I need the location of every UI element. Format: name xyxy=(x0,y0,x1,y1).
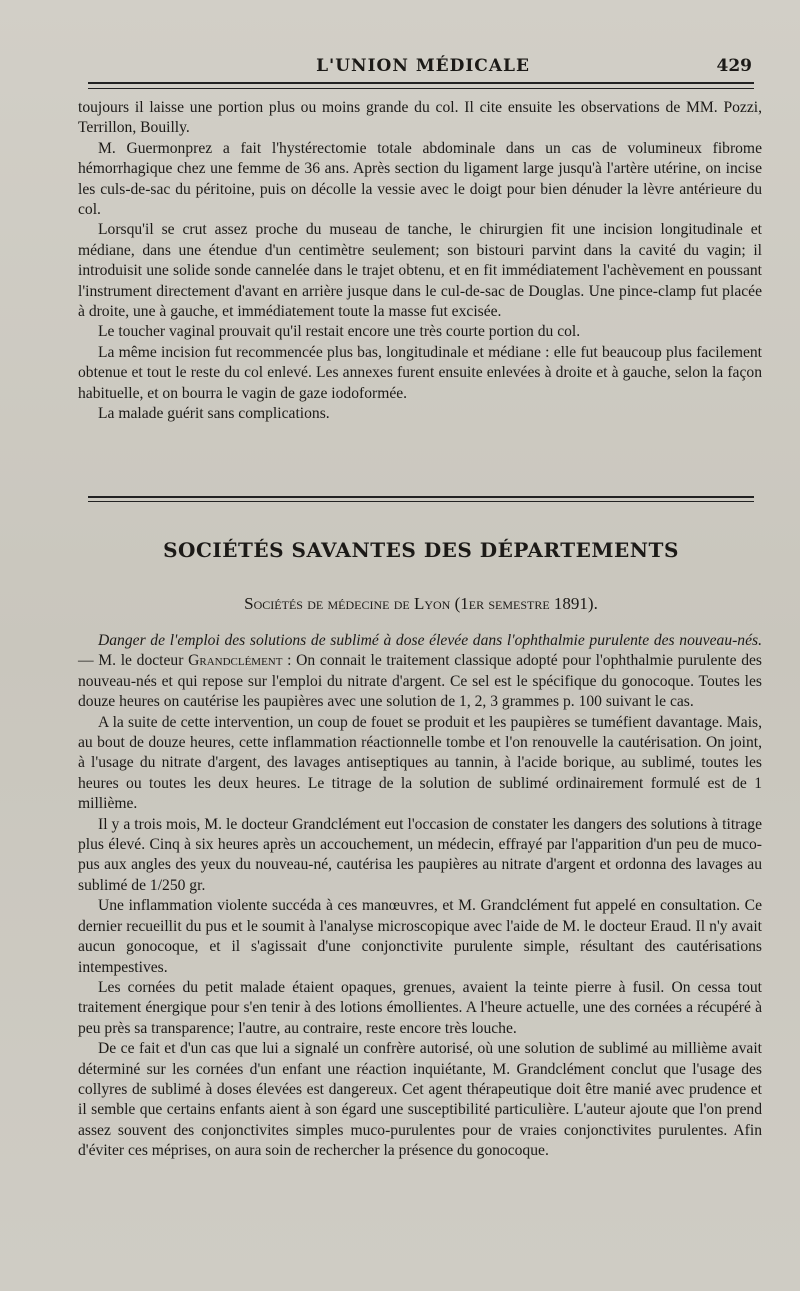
section-divider xyxy=(88,496,754,498)
header-rule xyxy=(88,82,754,84)
lead-separator: — M. le docteur xyxy=(78,652,189,670)
article-title: Danger de l'emploi des solutions de sublimé à dose élevée dans l'ophthalmie purulente des nouveau-nés. xyxy=(98,632,762,649)
header-rule-thin xyxy=(88,88,754,89)
section-subtitle: Sociétés de médecine de Lyon (1er semestre 1891). xyxy=(244,594,598,613)
paragraph: toujours il laisse une portion plus ou moins grande du col. Il cite ensuite les observations de MM. Pozzi, Terrillon, Bouilly. xyxy=(78,99,762,137)
page-header xyxy=(88,50,758,80)
paragraph: M. Guermonprez a fait l'hystérectomie totale abdominale dans un cas de volumineux fibrome hémorrhagique chez une femme de 36 ans. Après section du ligament large jusqu'à l'artère utérine, on incise les culs-de-sac du péritoine, puis on décolle la vessie avec le doigt pour bien dénuder la lèvre antérieure du col. xyxy=(78,139,762,219)
section-divider-thin xyxy=(88,501,754,502)
paragraph: Les cornées du petit malade étaient opaques, grenues, avaient la teinte pierre à fusil. On cessa tout traitement énergique pour s'en tenir à des lotions émollientes. A l'heure actuelle, une des cornées a récupéré à peu près sa transparence; l'autre, au contraire, reste encore très louche. xyxy=(78,978,762,1037)
paragraph: Une inflammation violente succéda à ces manœuvres, et M. Grandclément fut appelé en consultation. Ce dernier recueillit du pus et le soumit à l'analyse microscopique avec l'aide de M. le docteur Eraud. Il n'y avait aucun gonocoque, et il s'agissait d'une conjonctivite purulente simple, résultant des cautérisations intempestives. xyxy=(78,897,762,976)
paragraph: Il y a trois mois, M. le docteur Grandclément eut l'occasion de constater les dangers des solutions à titrage plus élevé. Cinq à six heures après un accouchement, un médecin, effrayé par l'apparition d'un peu de muco-pus aux angles des yeux du nouveau-né, cautérisa les paupières au nitrate d'argent et ordonna des lavages au sublimé de 1/250 gr. xyxy=(78,815,762,894)
paragraph: La même incision fut recommencée plus bas, longitudinale et médiane : elle fut beaucoup plus facilement obtenue et tout le reste du col enlevé. Les annexes furent ensuite enlevées à droite et à gauche, selon la façon habituelle, et on bourra le vagin de gaze iodoformée. xyxy=(78,343,762,402)
author-name: Grandclément xyxy=(188,652,283,670)
lead-text: : On connait le traitement classique adopté pour l'ophthalmie purulente des nouveau-nés et qui repose sur l'emploi du nitrate d'argent. Ce sel est le spécifique du gonocoque. Toutes les douze heures on cautérise les paupières avec une solution de 1, 2, 3 grammes p. 100 suivant le cas. xyxy=(78,652,762,711)
paragraph: Lorsqu'il se crut assez proche du museau de tanche, le chirurgien fit une incision longitudinale et médiane, dans une étendue d'un centimètre seulement; son bistouri parvint dans la cavité du vagin; il introduisit une solide sonde cannelée dans le trajet obtenu, et en fit immédiatement l'achèvement en poussant l'instrument directement d'avant en arrière jusque dans le cul-de-sac de Douglas. Une pince-clamp fut placée à droite, une à gauche, et immédiatement toute la masse fut excisée. xyxy=(78,221,762,321)
article-continuation xyxy=(78,98,762,425)
section-title: SOCIÉTÉS SAVANTES DES DÉPARTEMENTS xyxy=(163,538,679,562)
paragraph: Le toucher vaginal prouvait qu'il restait encore une très courte portion du col. xyxy=(98,323,581,341)
lead-paragraph xyxy=(78,631,762,713)
paragraph: A la suite de cette intervention, un coup de fouet se produit et les paupières se tuméfient davantage. Mais, au bout de douze heures, cette inflammation réactionnelle tombe et l'on renouvelle la cautérisation. On joint, à l'usage du nitrate d'argent, des lavages antiseptiques au tannin, à l'acide borique, au sublimé, toutes les heures ou toutes les deux heures. Le titrage de la solution de sublimé ordinairement formulé est de 1 millième. xyxy=(78,713,762,813)
article-body xyxy=(78,631,762,1162)
journal-title: L'UNION MÉDICALE xyxy=(316,56,530,76)
paragraph: La malade guérit sans complications. xyxy=(98,405,330,423)
page-number: 429 xyxy=(716,56,752,76)
paragraph: De ce fait et d'un cas que lui a signalé un confrère autorisé, où une solution de sublimé au millième avait déterminé sur les cornées d'un enfant une réaction inquiétante, M. Grandclément conclut que l'usage des collyres de sublimé à doses élevées est dangereux. Cet agent thérapeutique doit être manié avec prudence et il semble que certains enfants aient à son égard une susceptibilité particulière. L'auteur ajoute que l'on prend assez souvent des conjonctivites simples muco-purulentes pour de vraies conjonctivites purulentes. Afin d'éviter ces méprises, on aura soin de rechercher la présence du gonocoque. xyxy=(78,1040,762,1160)
